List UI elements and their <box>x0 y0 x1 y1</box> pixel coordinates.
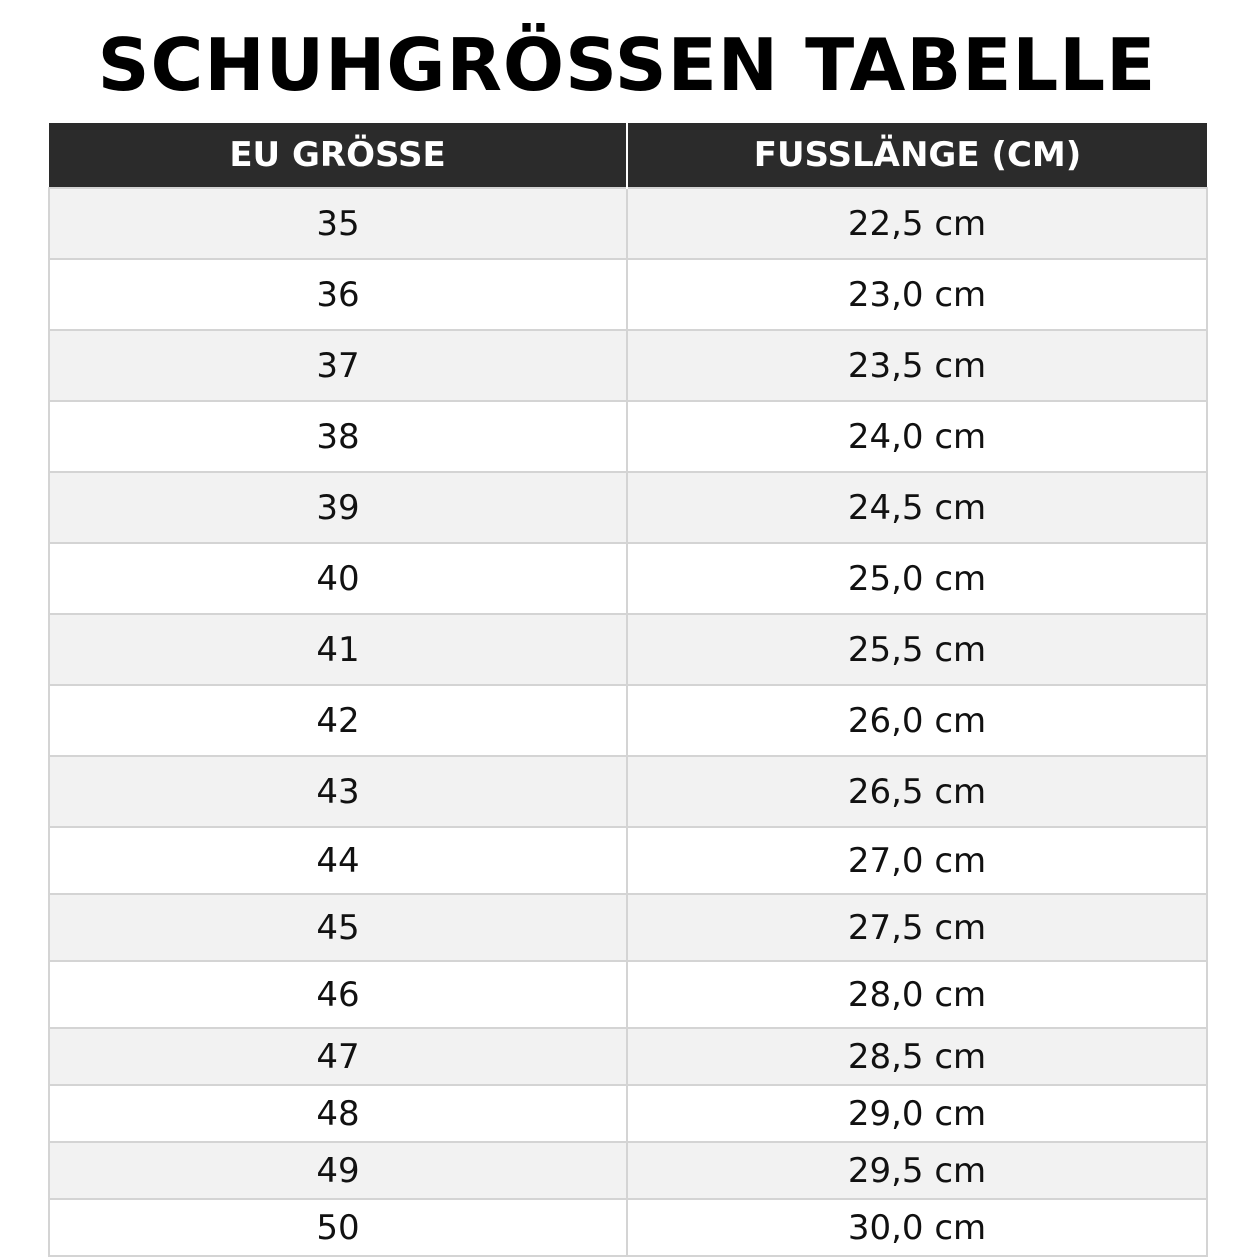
table-header-row <box>49 123 1207 188</box>
table-row <box>49 1085 1207 1142</box>
eu-size-cell: 37 <box>49 330 627 401</box>
eu-size-cell: 48 <box>49 1085 627 1142</box>
eu-size-cell: 36 <box>49 259 627 330</box>
foot-length-cell: 24,0 cm <box>627 401 1207 472</box>
eu-size-cell: 46 <box>49 961 627 1028</box>
table-row <box>49 543 1207 614</box>
table-row <box>49 614 1207 685</box>
table-row <box>49 894 1207 961</box>
table-row <box>49 259 1207 330</box>
eu-size-cell: 43 <box>49 756 627 827</box>
foot-length-cell: 27,5 cm <box>627 894 1207 961</box>
eu-size-cell: 35 <box>49 188 627 259</box>
size-table <box>48 123 1208 1257</box>
foot-length-cell: 22,5 cm <box>627 188 1207 259</box>
table-body <box>49 188 1207 1256</box>
column-header-eu-size: EU GRÖSSE <box>49 123 627 188</box>
table-row <box>49 330 1207 401</box>
eu-size-cell: 39 <box>49 472 627 543</box>
eu-size-cell: 50 <box>49 1199 627 1256</box>
eu-size-cell: 40 <box>49 543 627 614</box>
foot-length-cell: 29,5 cm <box>627 1142 1207 1199</box>
eu-size-cell: 44 <box>49 827 627 894</box>
table-row <box>49 401 1207 472</box>
foot-length-cell: 25,5 cm <box>627 614 1207 685</box>
foot-length-cell: 30,0 cm <box>627 1199 1207 1256</box>
foot-length-cell: 26,5 cm <box>627 756 1207 827</box>
table-row <box>49 1142 1207 1199</box>
page-title: SCHUHGRÖSSEN TABELLE <box>97 23 1157 107</box>
foot-length-cell: 29,0 cm <box>627 1085 1207 1142</box>
foot-length-cell: 23,5 cm <box>627 330 1207 401</box>
eu-size-cell: 42 <box>49 685 627 756</box>
table-row <box>49 756 1207 827</box>
foot-length-cell: 26,0 cm <box>627 685 1207 756</box>
table-row <box>49 472 1207 543</box>
column-header-foot-length: FUSSLÄNGE (CM) <box>627 123 1207 188</box>
foot-length-cell: 28,5 cm <box>627 1028 1207 1085</box>
eu-size-cell: 49 <box>49 1142 627 1199</box>
table-row <box>49 827 1207 894</box>
foot-length-cell: 23,0 cm <box>627 259 1207 330</box>
table-row <box>49 685 1207 756</box>
eu-size-cell: 38 <box>49 401 627 472</box>
table-row <box>49 1028 1207 1085</box>
table-row <box>49 961 1207 1028</box>
table-row <box>49 188 1207 259</box>
eu-size-cell: 41 <box>49 614 627 685</box>
eu-size-cell: 45 <box>49 894 627 961</box>
foot-length-cell: 28,0 cm <box>627 961 1207 1028</box>
table-row <box>49 1199 1207 1256</box>
foot-length-cell: 25,0 cm <box>627 543 1207 614</box>
foot-length-cell: 24,5 cm <box>627 472 1207 543</box>
foot-length-cell: 27,0 cm <box>627 827 1207 894</box>
eu-size-cell: 47 <box>49 1028 627 1085</box>
